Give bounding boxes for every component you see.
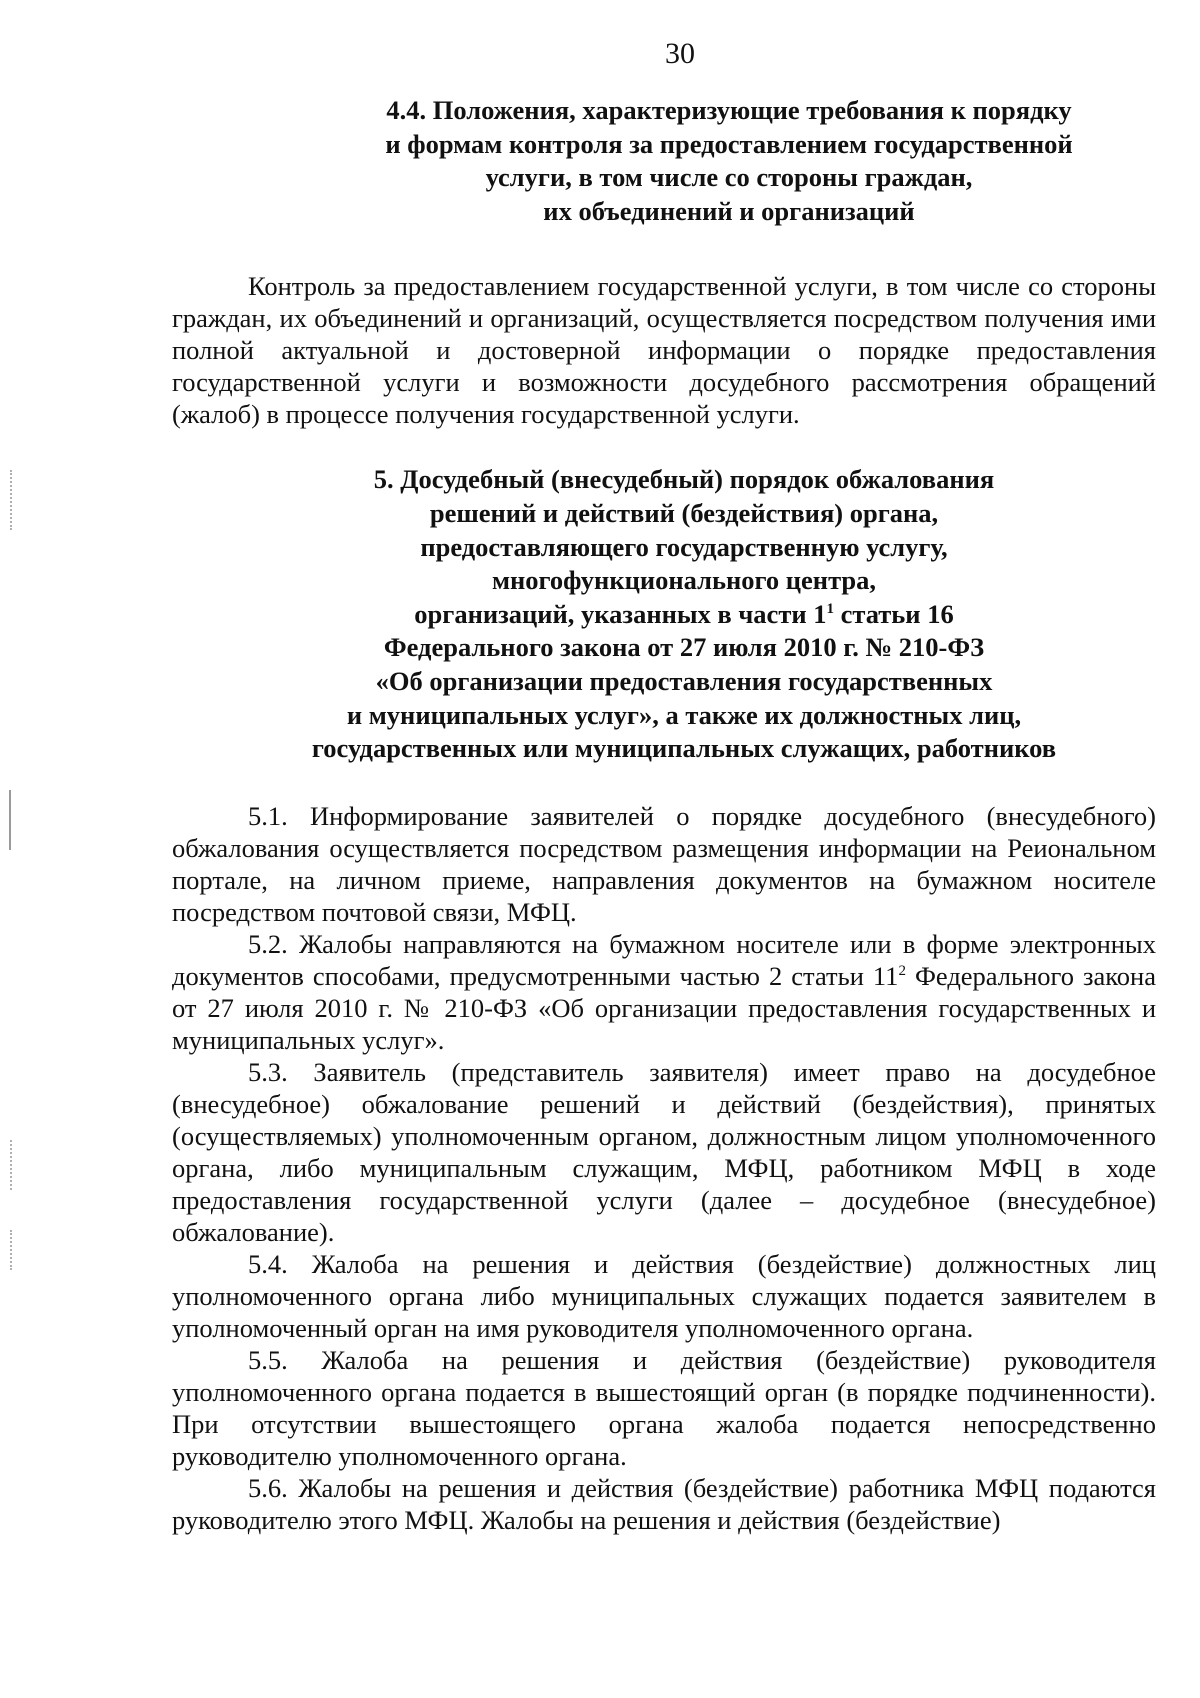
superscript: 1 <box>826 600 834 617</box>
section-heading-5 <box>172 463 1156 765</box>
scan-artifact-marks <box>10 1230 13 1270</box>
heading-line-text: статьи 16 <box>833 598 954 629</box>
document-body <box>172 94 1156 1536</box>
heading-line: и муниципальных услуг», а также их должностных лиц, <box>346 699 1022 730</box>
heading-line: многофункционального центра, <box>491 565 877 596</box>
heading-line: «Об организации предоставления государственных <box>375 665 993 696</box>
heading-line: решений и действий (бездействия) органа, <box>429 497 939 528</box>
heading-line-text: организаций, указанных в части 1 <box>414 598 827 629</box>
heading-line <box>212 598 1156 632</box>
paragraph-5-5: 5.5. Жалоба на решения и действия (бездействие) руководителя уполномоченного органа подается в вышестоящий орган (в порядке подчиненности). При отсутствии вышестоящего органа жалоба подается непосредственно руководителю уполномоченного органа. <box>172 1344 1156 1471</box>
scan-artifact-marks <box>10 470 13 530</box>
heading-line: государственных или муниципальных служащих, работников <box>311 733 1057 764</box>
heading-line: 5. Досудебный (внесудебный) порядок обжалования <box>373 464 995 495</box>
superscript: 2 <box>898 962 906 979</box>
heading-line: 4.4. Положения, характеризующие требования к порядку <box>386 95 1072 125</box>
heading-line: их объединений и организаций <box>543 195 915 226</box>
scan-artifact-marks <box>9 790 11 850</box>
paragraph-control: Контроль за предоставлением государственной услуги, в том числе со стороны граждан, их объединений и организаций, осуществляется посредством получения ими полной актуальной и достоверной информации о порядке предоставления государственной услуги и возможности досудебного рассмотрения обращений (жалоб) в процессе получения государственной услуги. <box>172 271 1156 430</box>
scan-artifact-marks <box>10 1140 13 1190</box>
heading-line: и формам контроля за предоставлением государственной <box>385 128 1073 159</box>
paragraph-5-3: 5.3. Заявитель (представитель заявителя) имеет право на досудебное (внесудебное) обжалование решений и действий (бездействия), принятых (осуществляемых) уполномоченным органом, должностным лицом уполномоченного органа, либо муниципальным служащим, МФЦ, работником МФЦ в ходе предоставления государственной услуги (далее – досудебное (внесудебное) обжалование). <box>172 1056 1156 1247</box>
heading-line: Федерального закона от 27 июля 2010 г. № 210-ФЗ <box>383 632 985 663</box>
paragraph-5-4: 5.4. Жалоба на решения и действия (бездействие) должностных лиц уполномоченного органа либо муниципальных служащих подается заявителем в уполномоченный орган на имя руководителя уполномоченного органа. <box>172 1248 1156 1343</box>
paragraph-5-1: 5.1. Информирование заявителей о порядке досудебного (внесудебного) обжалования осуществляется посредством размещения информации на Реиональном портале, на личном приеме, направления документов на бумажном носителе посредством почтовой связи, МФЦ. <box>172 800 1156 927</box>
paragraph-5-2 <box>172 928 1156 1056</box>
page-number: 30 <box>665 37 695 70</box>
heading-line: предоставляющего государственную услугу, <box>420 531 948 562</box>
paragraph-text: 5.2. Жалобы направляются на бумажном носителе или в форме электронных документов способами, предусмотренными частью 2 статьи 11 <box>172 928 1156 991</box>
section-heading-4-4 <box>172 94 1156 228</box>
heading-line: услуги, в том числе со стороны граждан, <box>485 162 973 193</box>
paragraph-text: Федерального закона от 27 июля 2010 г. № 210-ФЗ «Об организации предоставления государственных и муниципальных услуг». <box>172 960 1156 1055</box>
paragraph-5-6: 5.6. Жалобы на решения и действия (бездействие) работника МФЦ подаются руководителю этого МФЦ. Жалобы на решения и действия (бездействие) <box>172 1472 1156 1535</box>
